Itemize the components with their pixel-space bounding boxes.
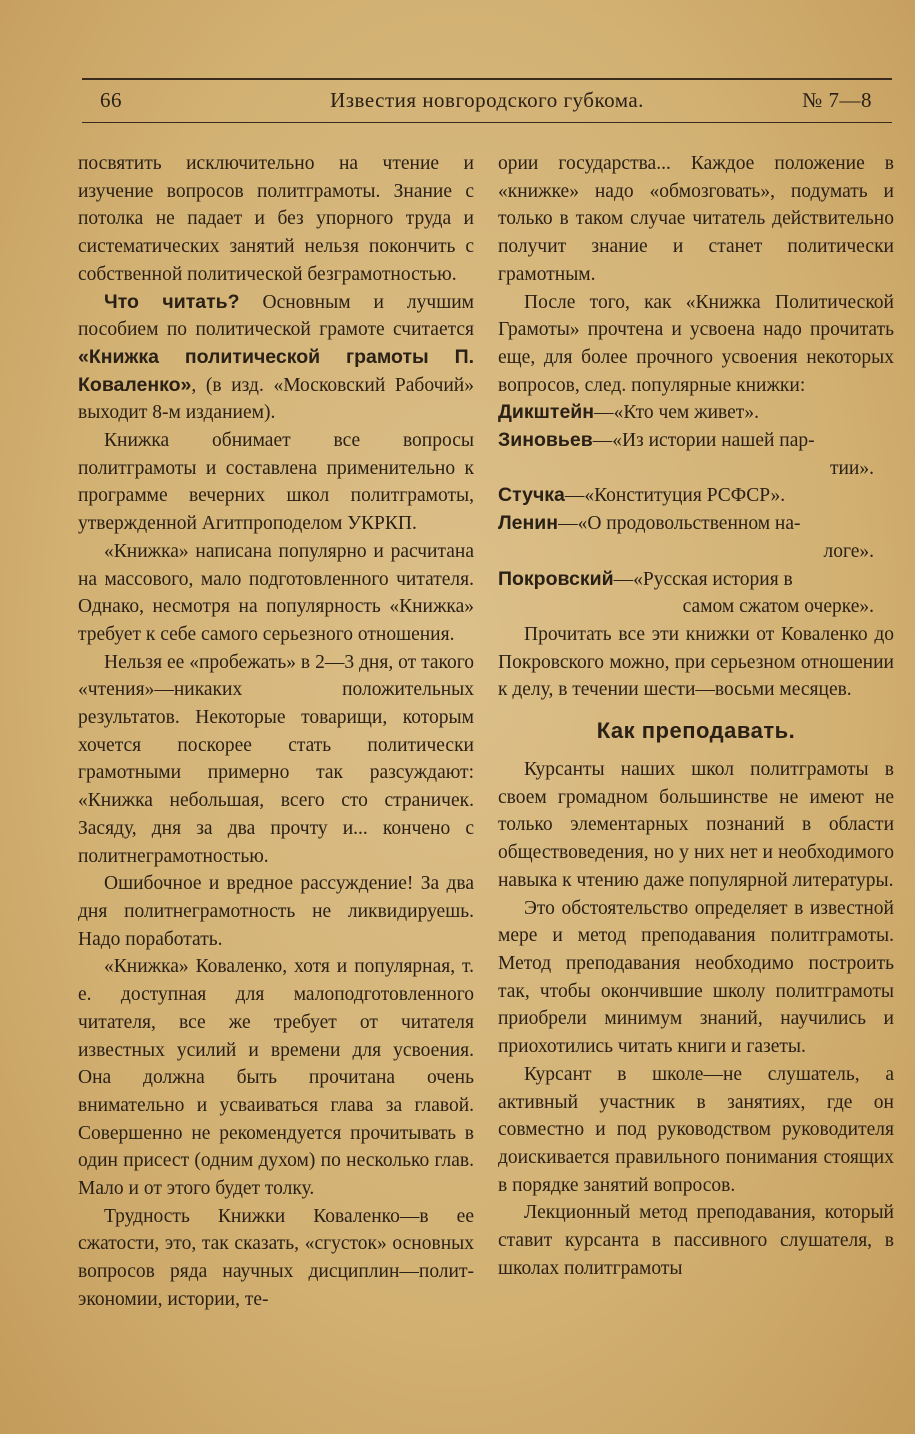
paragraph: Книжка обнимает все вопросы политграмоты и составлена применительно к программе вечерних школ политграмоты, утвержденной Агитпроподелом УКРКП. [78, 430, 474, 535]
paragraph: Нельзя ее «пробежать» в 2—3 дня, от такого «чтения»—никаких положительных результатов. Некоторые товарищи, которым хочется поскорее стать политически грамотными примерно так разсуждают: «Книжка небольшая, всего сто страничек. Засяду, дня за два прочту и... кончено с политнеграмотностью. [78, 651, 474, 867]
book-entry-title: —«Русская история в [613, 568, 793, 590]
page-header [82, 86, 892, 120]
paragraph: Лекционный метод преподавания, который ставит курсанта в пассивного слушателя, в школах политграмоты [498, 1202, 894, 1279]
book-entry-continuation: тии». [829, 457, 874, 479]
paragraph: Ошибочное и вредное рассуждение! За два дня политнеграмотность не ликвидируешь. Надо поработать. [78, 873, 474, 950]
book-author: Ленин [498, 512, 559, 535]
book-list-item [498, 427, 894, 482]
publication-title: Известия новгородского губкома. [330, 88, 644, 112]
book-author: Стучка [498, 484, 565, 507]
book-entry-title: —«Из истории нашей пар- [592, 430, 815, 452]
paragraph: посвятить исключительно на чтение и изучение вопросов политграмоты. Знание с потолка не падает и без упорного труда и систематических занятий нельзя покончить с собственной политической безграмотностью. [78, 153, 474, 285]
right-column [498, 150, 894, 1282]
book-author: Покровский [498, 567, 614, 590]
issue-number: № 7—8 [802, 88, 872, 112]
page-number: 66 [100, 88, 122, 112]
paragraph-what-to-read: Что читать? Основным и лучшим пособием по политической грамоте считается «Книжка политической грамоты П. Коваленко», (в изд. «Московский Рабочий» выходит 8-м изданием). [78, 290, 474, 424]
book-list [498, 399, 894, 621]
section-heading: Как преподавать. [596, 718, 796, 744]
run-in-heading: Что читать? [104, 290, 240, 313]
book-author: Дикштейн [498, 401, 595, 424]
left-column [78, 150, 474, 1314]
book-entry-title: —«Конституция РСФСР». [564, 485, 786, 507]
book-entry-continuation: логе». [823, 540, 874, 562]
book-entry-title: —«О продовольственном на- [558, 513, 801, 535]
book-list-item [498, 566, 894, 621]
paragraph: Курсанты наших школ политграмоты в своем громадном большинстве не имеют не только элементарных познаний в области обществоведения, но у них нет и необходимого навыка к чтению даже популярной литературы. [498, 759, 894, 891]
paragraph: Это обстоятельство определяет в известной мере и метод преподавания политграмоты. Метод преподавания необходимо построить так, чтобы окончившие школу политграмоты приобрели минимум знаний, научились и приохотились читать книги и газеты. [498, 897, 894, 1058]
book-list-item [498, 510, 894, 565]
book-list-item [498, 399, 894, 427]
paragraph: «Книжка» написана популярно и расчитана на массового, мало подготовленного читателя. Однако, несмотря на популярность «Книжка» требует к себе самого серьезного отношения. [78, 540, 474, 645]
paragraph: Курсант в школе—не слушатель, а активный участник в занятиях, где он совместно и под руководством руководителя доискивается правильного понимания стоящих в порядке занятий вопросов. [498, 1063, 894, 1196]
paragraph: После того, как «Книжка Политической Грамоты» прочтена и усвоена надо прочитать еще, для более прочного усвоения некоторых вопросов, след. популярные книжки: [498, 291, 894, 396]
paragraph: «Книжка» Коваленко, хотя и популярная, т. е. доступная для малоподготовленного читателя, все же требует от читателя известных усилий и времени для усвоения. Она должна быть прочитана очень внимательно и усваиваться глава за главой. Совершенно не рекомендуется прочитывать в один присест (одним духом) по несколько глав. Мало и от этого будет толку. [78, 956, 474, 1200]
header-top-rule [82, 78, 892, 80]
book-entry-continuation: самом сжатом очерке». [682, 596, 874, 618]
paragraph: Прочитать все эти книжки от Коваленко до Покровского можно, при серьезном отношении к делу, в течении шести—восьми месяцев. [498, 623, 894, 701]
book-entry-title: —«Кто чем живет». [594, 402, 759, 424]
book-title: «Книжка политической грамоты П. Коваленко» [78, 345, 474, 396]
book-list-item [498, 482, 894, 510]
book-author: Зиновьев [498, 429, 593, 452]
paragraph: ории государства... Каждое положение в «книжке» надо «обмозговать», подумать и только в таком случае читатель действительно получит знание и станет политически грамотным. [498, 153, 894, 285]
header-bottom-rule [82, 122, 892, 123]
paragraph: Трудность Книжки Коваленко—в ее сжатости, это, так сказать, «сгусток» основных вопросов ряда научных дисциплин—полит-экономии, истории, те- [78, 1205, 474, 1310]
